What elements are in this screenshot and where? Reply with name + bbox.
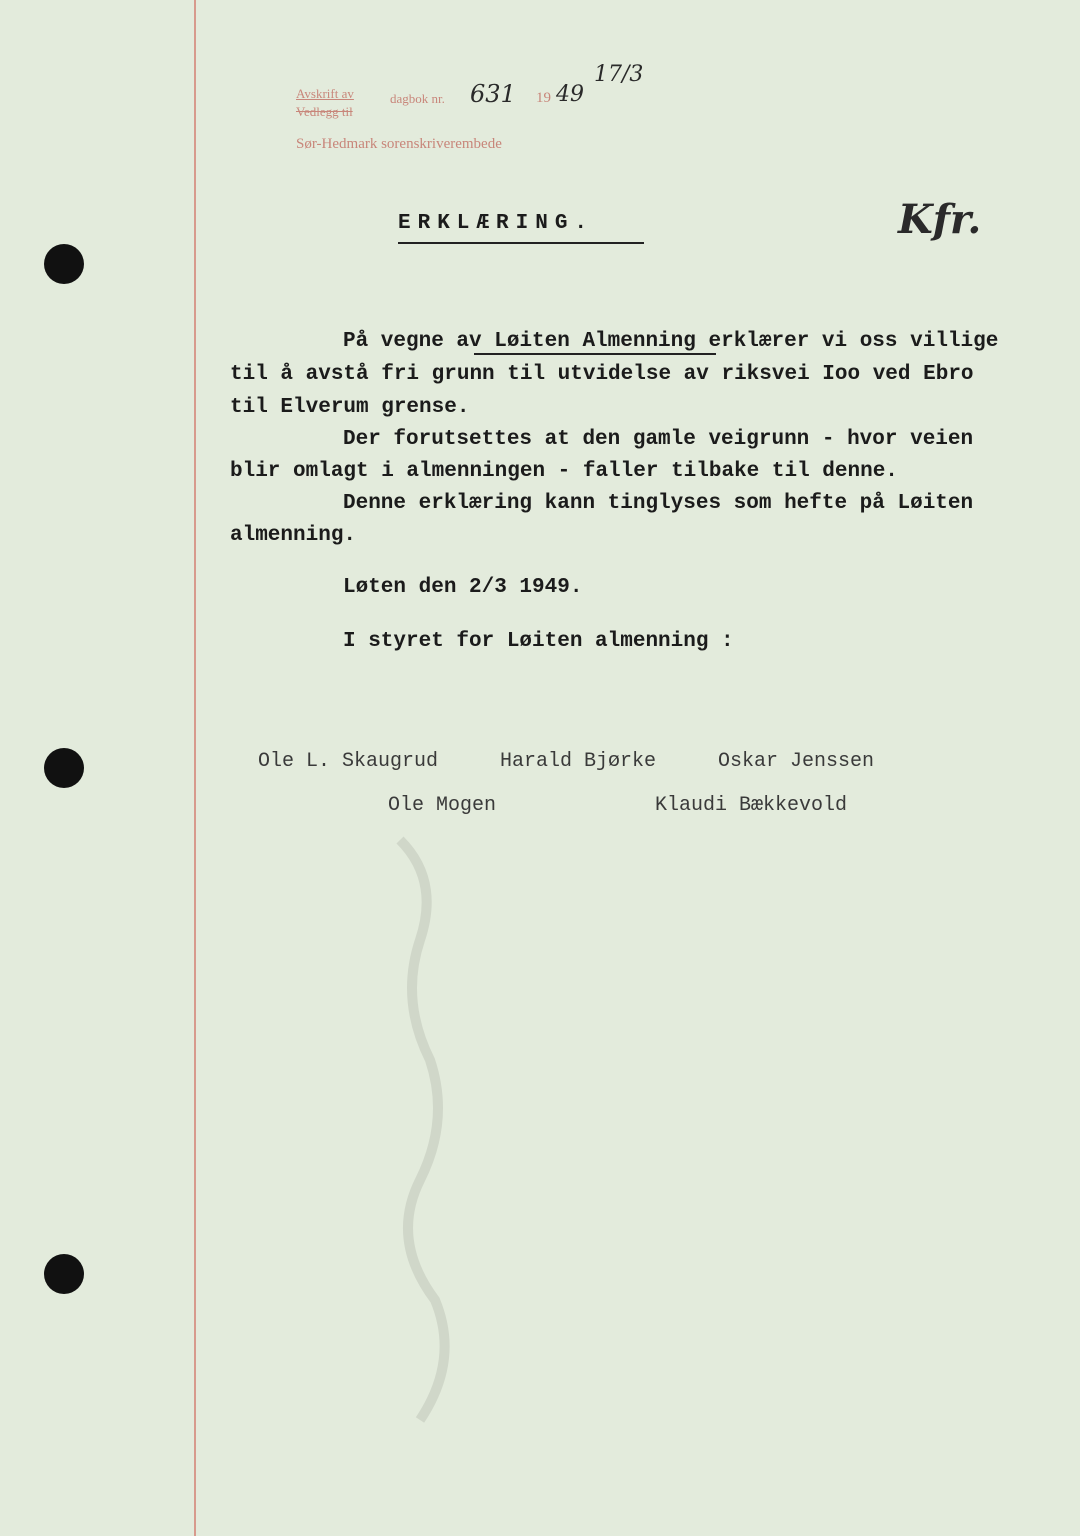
signature-name: Harald Bjørke: [500, 750, 657, 773]
board-line: I styret for Løiten almenning :: [343, 630, 734, 653]
paragraph-1-line-1: [343, 330, 998, 353]
title-underline: [398, 242, 644, 244]
margin-note: Kfr.: [898, 196, 982, 243]
stamp-year-suffix: 49: [556, 82, 584, 107]
text-fragment: erklærer vi oss villige: [708, 330, 999, 353]
stamp-label: Avskrift av: [296, 86, 354, 101]
signature-name: Oskar Jenssen: [718, 750, 875, 773]
punch-hole: [44, 244, 84, 284]
paragraph-1-line-2: til å avstå fri grunn til utvidelse av riksvei Ioo ved Ebro: [230, 363, 974, 386]
journal-number: 631: [470, 80, 516, 108]
paragraph-2-line-1: Der forutsettes at den gamle veigrunn - hvor veien: [343, 428, 974, 451]
margin-line: [194, 0, 196, 1536]
paragraph-3-line-1: Denne erklæring kann tinglyses som hefte på Løiten: [343, 492, 974, 515]
signature-name: Klaudi Bækkevold: [655, 794, 848, 817]
entity-underline: [474, 353, 716, 355]
stamp-year-prefix: 19: [536, 90, 551, 106]
place-date: Løten den 2/3 1949.: [343, 576, 583, 599]
document-title: ERKLÆRING.: [398, 212, 595, 235]
stamp-struck-label: Vedlegg til: [296, 104, 353, 119]
punch-hole: [44, 1254, 84, 1294]
punch-hole: [44, 748, 84, 788]
bleed-through-marks: [380, 820, 490, 1440]
paragraph-1-line-3: til Elverum grense.: [230, 396, 470, 419]
paragraph-2-line-2: blir omlagt i almenningen - faller tilbake til denne.: [230, 460, 898, 483]
entity-name: Løiten Almenning: [494, 330, 709, 353]
handwritten-date: 17/3: [594, 62, 644, 87]
stamp-dagbok-label: dagbok nr.: [390, 91, 445, 106]
paragraph-3-line-2: almenning.: [230, 524, 357, 547]
signature-name: Ole Mogen: [388, 794, 497, 817]
text-fragment: På vegne av: [343, 330, 495, 353]
signature-name: Ole L. Skaugrud: [258, 750, 439, 773]
stamp-office: Sør-Hedmark sorenskriverembede: [296, 136, 502, 152]
